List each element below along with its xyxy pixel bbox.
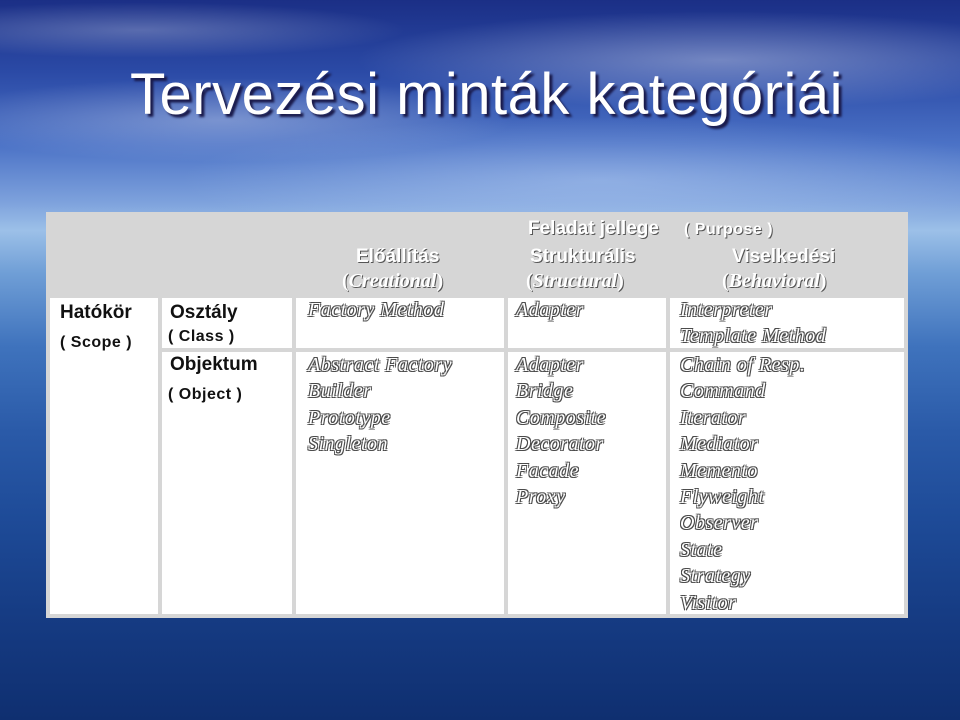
pattern-item: Iterator — [680, 406, 747, 429]
object-creational-list — [308, 352, 452, 458]
column-header-structural — [508, 242, 666, 294]
pattern-item: State — [680, 538, 723, 561]
pattern-item: Singleton — [308, 433, 389, 456]
class-behavioral-list — [680, 297, 826, 350]
row-label-object-sub: ( Object ) — [168, 386, 243, 403]
class-creational-cell — [296, 298, 504, 348]
scope-cell — [50, 298, 158, 614]
object-structural-list — [516, 352, 606, 510]
column-header-structural-sub: (Structural) — [526, 270, 624, 292]
pattern-item: Strategy — [680, 565, 751, 588]
column-header-behavioral — [670, 242, 904, 294]
column-header-creational-sub: (Creational) — [342, 270, 444, 292]
column-header-creational — [296, 242, 504, 294]
pattern-item: Proxy — [516, 485, 566, 508]
pattern-item: Builder — [308, 380, 372, 403]
pattern-item: Adapter — [516, 354, 584, 376]
column-header-behavioral-sub: (Behavioral) — [722, 270, 827, 292]
object-behavioral-list — [680, 352, 805, 616]
pattern-item: Chain of Resp. — [680, 354, 806, 376]
object-structural-cell — [508, 352, 666, 614]
pattern-item: Factory Method — [308, 299, 445, 321]
column-header-structural-label: Strukturális — [530, 246, 636, 267]
pattern-item: Mediator — [680, 433, 759, 456]
pattern-item: Decorator — [516, 433, 604, 456]
class-structural-cell — [508, 298, 666, 348]
row-label-object-text: Objektum — [170, 354, 258, 375]
row-label-class — [162, 298, 292, 348]
column-header-creational-label: Előállítás — [356, 246, 440, 267]
pattern-item: Memento — [680, 459, 758, 482]
pattern-item: Prototype — [308, 406, 391, 429]
row-label-object — [162, 352, 292, 614]
pattern-item: Facade — [516, 459, 579, 482]
class-structural-list — [516, 297, 584, 323]
column-header-behavioral-label: Viselkedési — [732, 246, 836, 267]
pattern-item: Abstract Factory — [308, 354, 453, 376]
design-patterns-table — [46, 212, 908, 618]
object-creational-cell — [296, 352, 504, 614]
class-behavioral-cell — [670, 298, 904, 348]
purpose-header-cell — [46, 212, 908, 242]
pattern-item: Composite — [516, 406, 607, 429]
row-label-class-sub: ( Class ) — [168, 328, 235, 345]
row-label-class-text: Osztály — [170, 302, 238, 323]
pattern-item: Template Method — [680, 325, 827, 348]
scope-label: Hatókör — [60, 302, 132, 323]
purpose-label: Feladat jellege — [528, 218, 659, 239]
class-creational-list — [308, 297, 444, 323]
object-behavioral-cell — [670, 352, 904, 614]
pattern-item: Adapter — [516, 299, 584, 321]
purpose-sub-label: ( Purpose ) — [684, 221, 774, 238]
pattern-item: Visitor — [680, 591, 737, 614]
pattern-item: Flyweight — [680, 485, 765, 508]
pattern-item: Bridge — [516, 380, 574, 403]
pattern-item: Interpreter — [680, 299, 773, 321]
pattern-item: Command — [680, 380, 766, 403]
pattern-item: Observer — [680, 512, 759, 535]
scope-sub-label: ( Scope ) — [60, 334, 133, 351]
slide-title: Tervezési minták kategóriái — [130, 62, 844, 127]
